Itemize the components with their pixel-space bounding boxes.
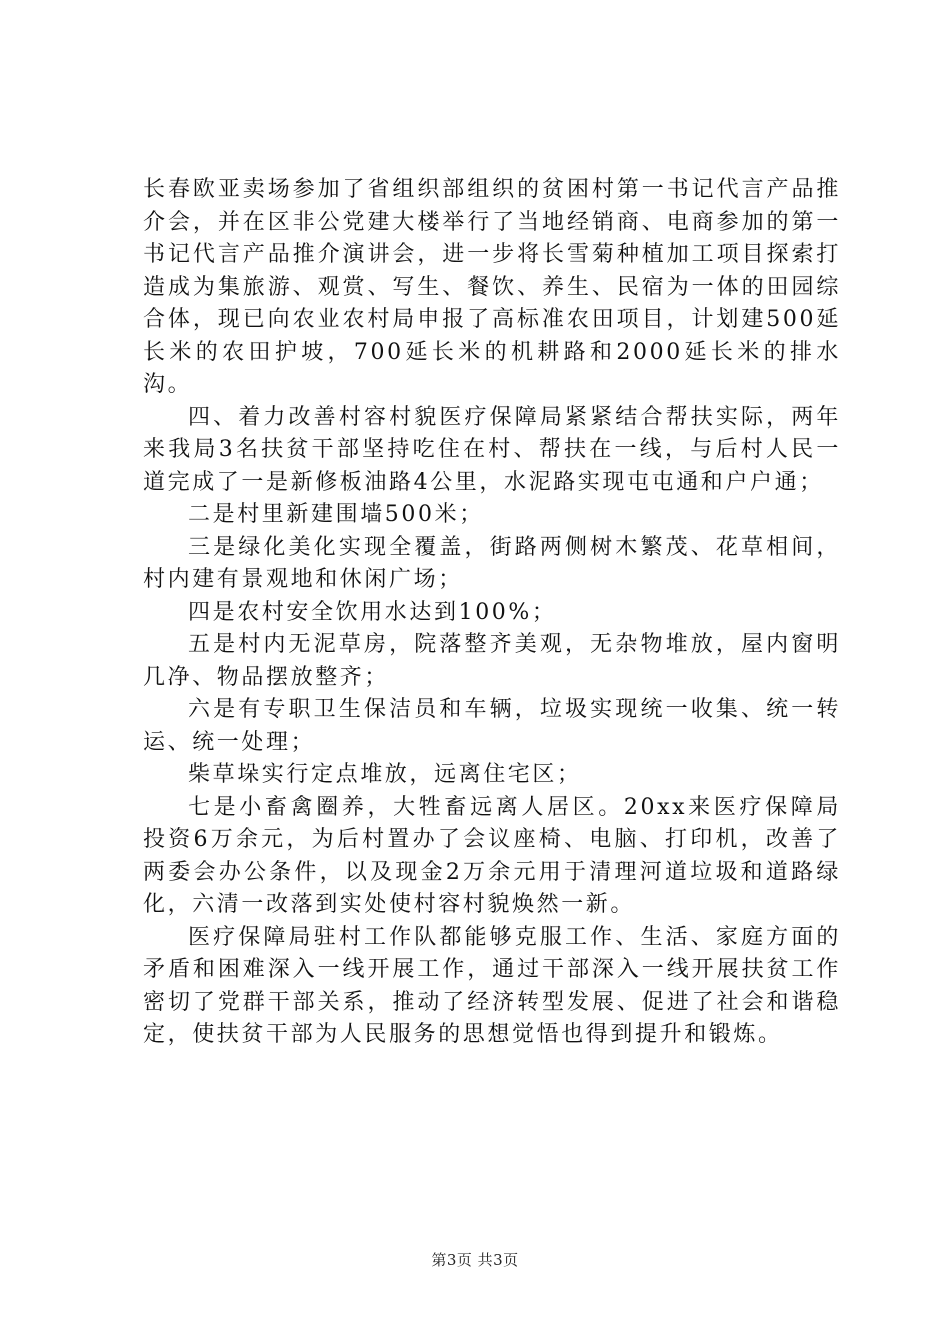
paragraph-continuation: 长春欧亚卖场参加了省组织部组织的贫困村第一书记代言产品推介会，并在区非公党建大楼举行了当地经销商、电商参加的第一书记代言产品推介演讲会，进一步将长雪菊种植加工项目探索打造成为集旅游、观赏、写生、餐饮、养生、民宿为一体的田园综合体，现已向农业农村局申报了高标准农田项目，计划建500延长米的农田护坡，700延长米的机耕路和2000延长米的排水沟。	[143, 177, 841, 397]
paragraph-item-five: 五是村内无泥草房，院落整齐美观，无杂物堆放，屋内窗明几净、物品摆放整齐；	[143, 632, 841, 690]
page-number-footer: 第3页 共3页	[431, 1251, 519, 1269]
paragraph-firewood: 柴草垛实行定点堆放，远离住宅区；	[188, 762, 582, 787]
paragraph-conclusion: 医疗保障局驻村工作队都能够克服工作、生活、家庭方面的矛盾和困难深入一线开展工作，通过干部深入一线开展扶贫工作密切了党群干部关系，推动了经济转型发展、促进了社会和谐稳定，使扶贫干部为人民服务的思想觉悟也得到提升和锻炼。	[143, 924, 841, 1047]
paragraph-section-four: 四、着力改善村容村貌医疗保障局紧紧结合帮扶实际，两年来我局3名扶贫干部坚持吃住在村、帮扶在一线，与后村人民一道完成了一是新修板油路4公里，水泥路实现屯屯通和户户通；	[143, 404, 841, 495]
paragraph-item-six: 六是有专职卫生保洁员和车辆，垃圾实现统一收集、统一转运、统一处理；	[143, 697, 841, 755]
document-body	[143, 174, 841, 1052]
paragraph-item-three: 三是绿化美化实现全覆盖，街路两侧树木繁茂、花草相间，村内建有景观地和休闲广场；	[143, 534, 841, 592]
paragraph-item-seven: 七是小畜禽圈养，大牲畜远离人居区。20xx来医疗保障局投资6万余元，为后村置办了会议座椅、电脑、打印机，改善了两委会办公条件，以及现金2万余元用于清理河道垃圾和道路绿化，六清一改落到实处使村容村貌焕然一新。	[143, 794, 841, 917]
paragraph-item-two: 二是村里新建围墙500米；	[188, 502, 484, 527]
paragraph-item-four: 四是农村安全饮用水达到100%；	[188, 599, 557, 625]
